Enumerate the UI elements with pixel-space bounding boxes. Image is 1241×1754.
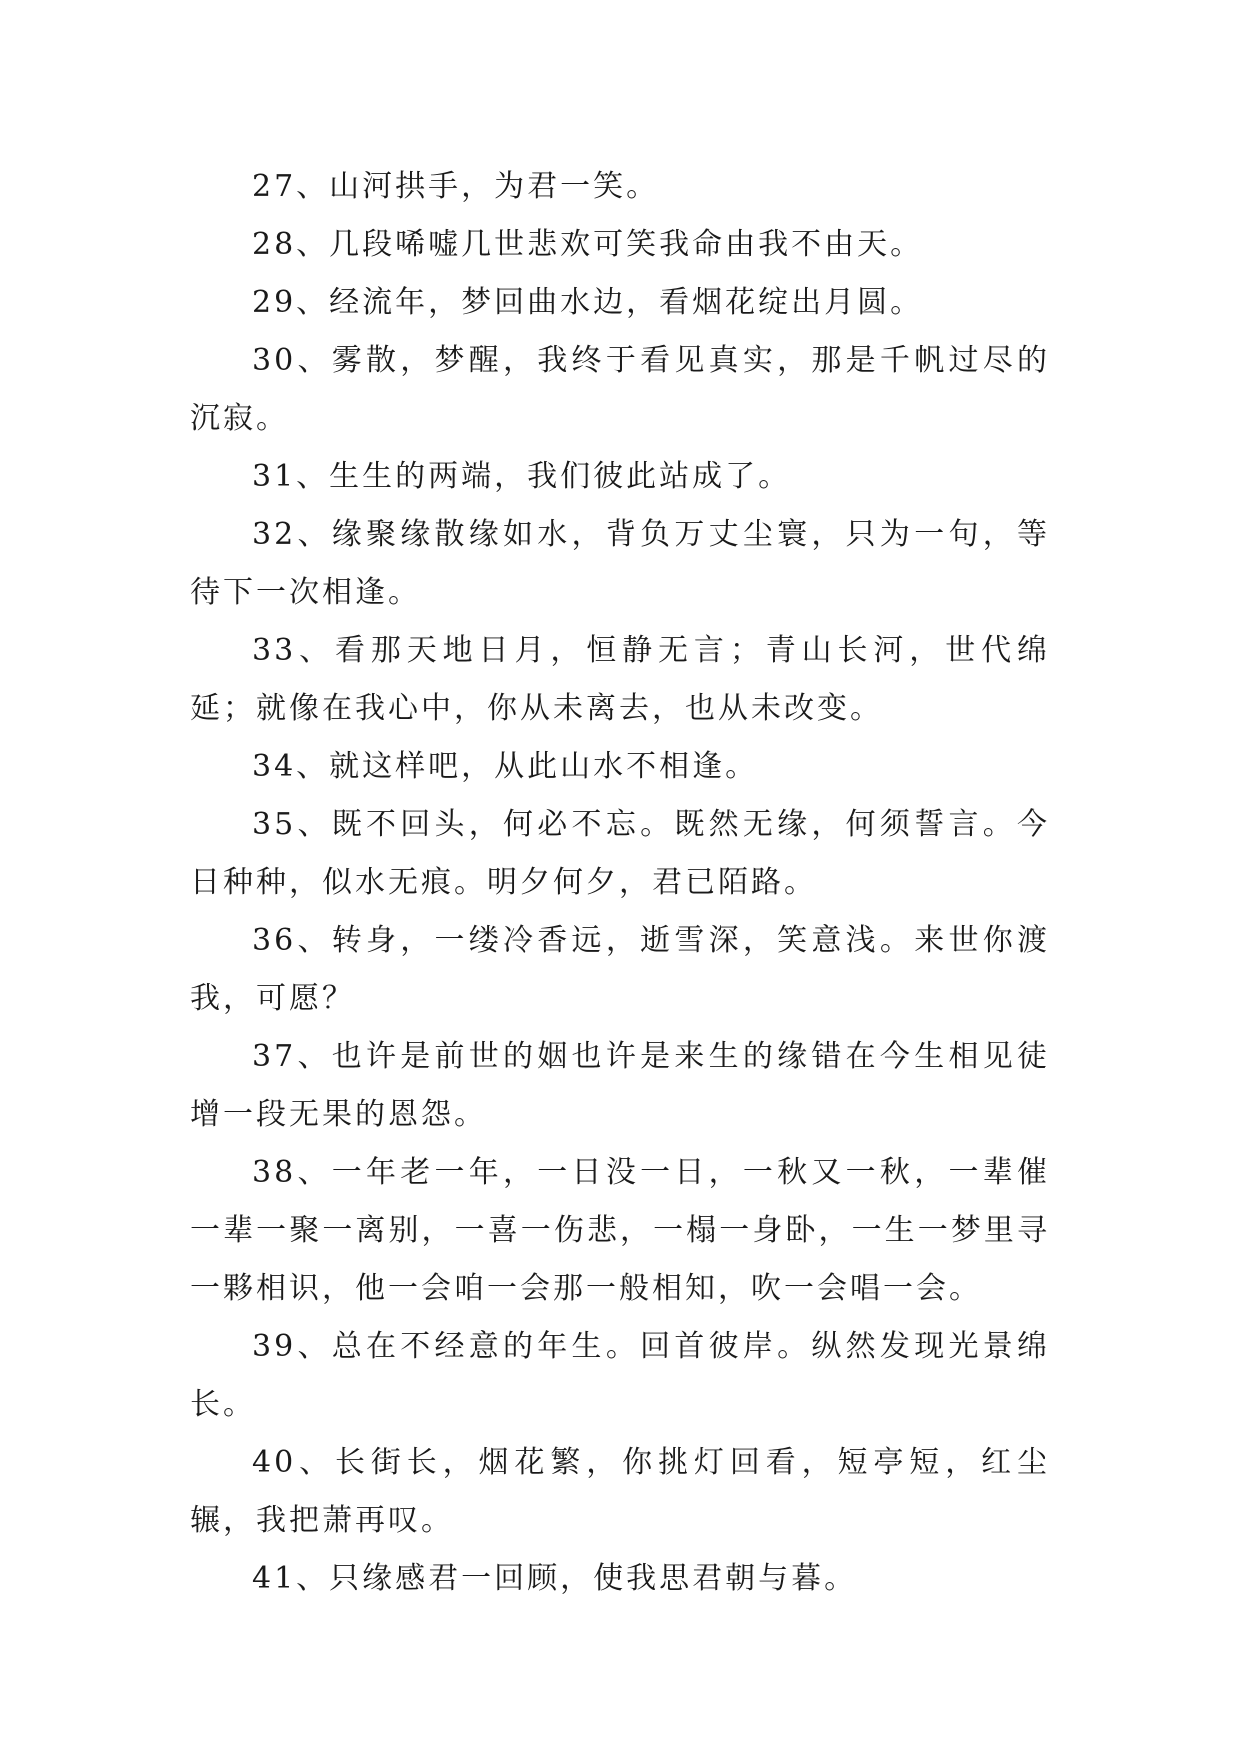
paragraph-39: 39、总在不经意的年生。回首彼岸。纵然发现光景绵长。 — [190, 1329, 1050, 1422]
paragraph-34: 34、就这样吧，从此山水不相逢。 — [252, 749, 759, 784]
paragraph-37: 37、也许是前世的姻也许是来生的缘错在今生相见徒增一段无果的恩怨。 — [190, 1039, 1050, 1132]
paragraph-32: 32、缘聚缘散缘如水，背负万丈尘寰，只为一句，等待下一次相逢。 — [190, 517, 1050, 610]
paragraph-30: 30、雾散，梦醒，我终于看见真实，那是千帆过尽的沉寂。 — [190, 343, 1050, 436]
paragraph-38: 38、一年老一年，一日没一日，一秋又一秋，一辈催一辈一聚一离别，一喜一伤悲，一榻一身卧，一生一梦里寻一夥相识，他一会咱一会那一般相知，吹一会唱一会。 — [190, 1155, 1050, 1306]
paragraph-40: 40、长街长，烟花繁，你挑灯回看，短亭短，红尘辗，我把萧再叹。 — [190, 1445, 1050, 1538]
paragraph-29: 29、经流年，梦回曲水边，看烟花绽出月圆。 — [252, 285, 924, 320]
paragraph-27: 27、山河拱手，为君一笑。 — [252, 169, 660, 204]
paragraph-33: 33、看那天地日月，恒静无言；青山长河，世代绵延；就像在我心中，你从未离去，也从未改变。 — [190, 633, 1050, 726]
document-body — [190, 158, 1050, 1608]
paragraph-28: 28、几段唏嘘几世悲欢可笑我命由我不由天。 — [252, 227, 924, 262]
paragraph-41: 41、只缘感君一回顾，使我思君朝与暮。 — [252, 1561, 858, 1596]
paragraph-31: 31、生生的两端，我们彼此站成了。 — [252, 459, 792, 494]
paragraph-35: 35、既不回头，何必不忘。既然无缘，何须誓言。今日种种，似水无痕。明夕何夕，君已陌路。 — [190, 807, 1050, 900]
paragraph-36: 36、转身，一缕冷香远，逝雪深，笑意浅。来世你渡我，可愿？ — [190, 923, 1050, 1016]
